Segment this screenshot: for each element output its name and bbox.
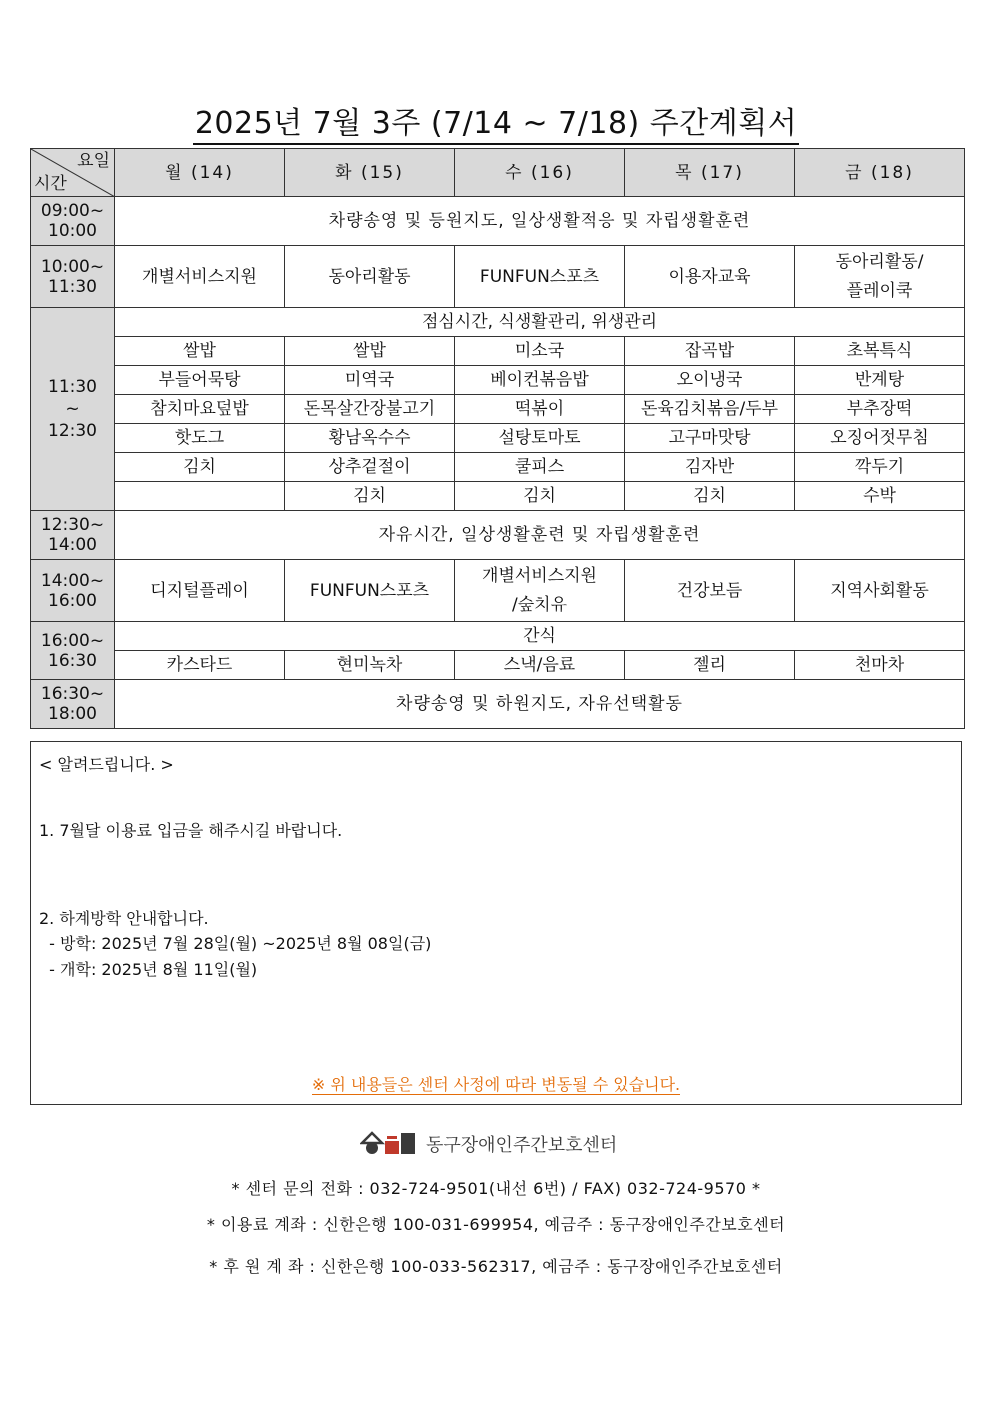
menu-item: 김치 <box>455 482 625 511</box>
activity-cell: 건강보듬 <box>625 560 795 622</box>
menu-item: 쌀밥 <box>285 337 455 366</box>
snack-item: 젤리 <box>625 651 795 680</box>
lunch-title-row <box>31 308 965 337</box>
activity-cell: 개별서비스지원 /숲치유 <box>455 560 625 622</box>
time-cell: 14:00~ 16:00 <box>31 560 115 622</box>
time-cell: 12:30~ 14:00 <box>31 511 115 560</box>
footer-phone: * 센터 문의 전화 : 032-724-9501(내선 6번) / FAX) 032-724-9570 * <box>231 1179 761 1198</box>
menu-item: 수박 <box>795 482 965 511</box>
page-title: 2025년 7월 3주 (7/14 ~ 7/18) 주간계획서 <box>0 98 992 142</box>
menu-item: 참치마요덮밥 <box>115 395 285 424</box>
center-logo <box>360 1127 640 1159</box>
time-cell: 10:00~ 11:30 <box>31 246 115 308</box>
activity-cell: FUNFUN스포츠 <box>285 560 455 622</box>
footer-donation-account: * 후 원 계 좌 : 신한은행 100-033-562317, 예금주 : 동구장애인주간보호센터 <box>209 1257 783 1276</box>
menu-row <box>31 424 965 453</box>
schedule-row <box>31 511 965 560</box>
activity-cell: 동아리활동/ 플레이쿡 <box>795 246 965 308</box>
menu-item: 설탕토마토 <box>455 424 625 453</box>
snack-row <box>31 651 965 680</box>
menu-item: 오징어젓무침 <box>795 424 965 453</box>
menu-row <box>31 453 965 482</box>
day-header: 수 (16) <box>455 149 625 197</box>
lunch-title: 점심시간, 식생활관리, 위생관리 <box>115 308 965 337</box>
activity-cell: 디지털플레이 <box>115 560 285 622</box>
snack-item: 현미녹차 <box>285 651 455 680</box>
notice-item: 1. 7월달 이용료 입금을 해주시길 바랍니다. <box>39 821 343 840</box>
day-header: 금 (18) <box>795 149 965 197</box>
menu-item: 김치 <box>115 453 285 482</box>
menu-item: 고구마맛탕 <box>625 424 795 453</box>
snack-item: 카스타드 <box>115 651 285 680</box>
menu-item: 쌀밥 <box>115 337 285 366</box>
menu-item: 미역국 <box>285 366 455 395</box>
menu-item: 쿨피스 <box>455 453 625 482</box>
schedule-row <box>31 680 965 729</box>
activity-cell: 차량송영 및 하원지도, 자유선택활동 <box>115 680 965 729</box>
menu-item: 김치 <box>625 482 795 511</box>
activity-cell: FUNFUN스포츠 <box>455 246 625 308</box>
menu-item: 부추장떡 <box>795 395 965 424</box>
menu-item: 돈육김치볶음/두부 <box>625 395 795 424</box>
menu-item: 떡볶이 <box>455 395 625 424</box>
day-header: 화 (15) <box>285 149 455 197</box>
menu-item: 돈목살간장불고기 <box>285 395 455 424</box>
menu-item: 미소국 <box>455 337 625 366</box>
header-row <box>31 149 965 197</box>
schedule-row <box>31 246 965 308</box>
menu-item: 상추겉절이 <box>285 453 455 482</box>
activity-cell: 동아리활동 <box>285 246 455 308</box>
schedule-row <box>31 197 965 246</box>
menu-item: 반계탕 <box>795 366 965 395</box>
snack-title-row <box>31 622 965 651</box>
snack-item: 천마차 <box>795 651 965 680</box>
activity-cell: 지역사회활동 <box>795 560 965 622</box>
menu-row <box>31 482 965 511</box>
activity-cell: 개별서비스지원 <box>115 246 285 308</box>
corner-time-label: 시간 <box>34 174 67 194</box>
menu-item: 깍두기 <box>795 453 965 482</box>
menu-item: 초복특식 <box>795 337 965 366</box>
menu-item: 핫도그 <box>115 424 285 453</box>
time-cell: 16:00~ 16:30 <box>31 622 115 680</box>
weekly-schedule-table <box>30 148 965 729</box>
notice-subitem: - 개학: 2025년 8월 11일(월) <box>39 960 258 979</box>
notice-box <box>30 741 962 1105</box>
activity-cell: 이용자교육 <box>625 246 795 308</box>
time-cell: 16:30~ 18:00 <box>31 680 115 729</box>
day-header: 목 (17) <box>625 149 795 197</box>
menu-item: 김자반 <box>625 453 795 482</box>
menu-item: 황남옥수수 <box>285 424 455 453</box>
schedule-row <box>31 560 965 622</box>
notice-warning: ※ 위 내용들은 센터 사정에 따라 변동될 수 있습니다. <box>311 1075 681 1094</box>
menu-row <box>31 395 965 424</box>
menu-item: 김치 <box>285 482 455 511</box>
menu-item: 베이컨볶음밥 <box>455 366 625 395</box>
menu-row <box>31 337 965 366</box>
notice-item: 2. 하계방학 안내합니다. <box>39 909 209 928</box>
activity-cell: 자유시간, 일상생활훈련 및 자립생활훈련 <box>115 511 965 560</box>
time-cell: 09:00~ 10:00 <box>31 197 115 246</box>
snack-item: 스낵/음료 <box>455 651 625 680</box>
corner-cell <box>31 149 115 197</box>
menu-row <box>31 366 965 395</box>
menu-item: 잡곡밥 <box>625 337 795 366</box>
snack-title: 간식 <box>115 622 965 651</box>
house-logo-icon <box>360 1127 422 1159</box>
menu-item: 부들어묵탕 <box>115 366 285 395</box>
menu-item <box>115 482 285 511</box>
corner-day-label: 요일 <box>77 151 110 171</box>
notice-heading: < 알려드립니다. > <box>39 755 174 774</box>
center-name: 동구장애인주간보호센터 <box>426 1135 618 1156</box>
menu-item: 오이냉국 <box>625 366 795 395</box>
footer-account: * 이용료 계좌 : 신한은행 100-031-699954, 예금주 : 동구장애인주간보호센터 <box>206 1215 786 1234</box>
notice-subitem: - 방학: 2025년 7월 28일(월) ~2025년 8월 08일(금) <box>39 934 432 953</box>
time-cell: 11:30 ~ 12:30 <box>31 308 115 511</box>
activity-cell: 차량송영 및 등원지도, 일상생활적응 및 자립생활훈련 <box>115 197 965 246</box>
day-header: 월 (14) <box>115 149 285 197</box>
